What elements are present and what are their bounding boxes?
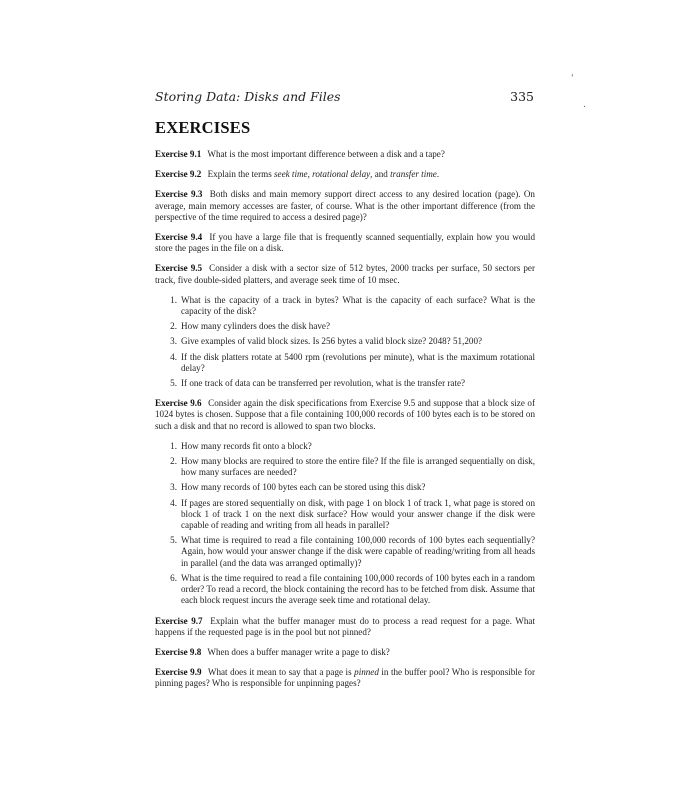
exercise-label: Exercise 9.9 [155,667,202,678]
item-number: 5. [170,378,177,389]
list-item [165,456,535,478]
exercise-9-6 [155,398,535,432]
exercise-text: If you have a large file that is frequently scanned sequentially, explain how you would store the pages in the file on a disk. [155,232,535,254]
list-item [165,321,535,332]
exercise-text: Explain the terms [207,169,275,180]
item-number: 1. [170,440,177,451]
list-item [165,336,535,347]
list-item [165,482,535,493]
list-item [165,295,535,317]
list-item [165,352,535,374]
exercise-9-1 [155,149,535,160]
list-item [165,441,535,452]
exercise-label: Exercise 9.6 [155,398,202,409]
exercise-text: . [436,169,440,180]
item-number: 3. [170,482,177,493]
item-number: 4. [170,497,177,508]
stray-mark: . [583,100,586,110]
exercise-label: Exercise 9.3 [155,189,203,200]
exercise-text: When does a buffer manager write a page to disk? [207,646,390,657]
exercise-9-7 [155,616,535,638]
term-rotational-delay: rotational delay [312,169,371,180]
item-text: If pages are stored sequentially on disk, with page 1 on block 1 of track 1, what page is stored on block 1 of track 1 on the next disk surface? How would your answer change if the disk were capable of reading and writing from all heads in parallel? [181,497,535,531]
exercise-9-5 [155,263,535,285]
item-number: 6. [170,572,177,583]
exercise-list [155,149,535,699]
exercise-label: Exercise 9.2 [155,169,202,180]
page-number: 335 [510,89,534,104]
item-text: If the disk platters rotate at 5400 rpm (revolutions per minute), what is the maximum rotational delay? [181,351,535,373]
exercise-9-4 [155,232,535,254]
exercise-label: Exercise 9.4 [155,232,203,243]
exercise-text: What is the most important difference between a disk and a tape? [207,149,445,159]
exercise-text: Consider again the disk specifications from Exercise 9.5 and suppose that a block size of 1024 bytes is chosen. Suppose that a file containing 100,000 records of 100 bytes each is to be stored on such a disk and that no record is allowed to span two blocks. [155,398,535,431]
list-item [165,535,535,569]
item-text: How many blocks are required to store the entire file? If the file is arranged sequentially on disk, how many surfaces are needed? [181,456,535,478]
exercise-text: Explain what the buffer manager must do to process a read request for a page. What happens if the requested page is in the pool but not pinned? [155,615,535,637]
list-item [165,498,535,532]
exercise-label: Exercise 9.7 [155,615,203,626]
exercise-9-8 [155,647,535,658]
exercise-9-6-parts [155,441,535,607]
exercise-9-2 [155,169,535,180]
item-text: How many records fit onto a block? [181,440,312,451]
exercise-text: in the buffer pool? Who is responsible for pinning pages? Who is responsible for unpinning pages? [155,667,535,689]
item-number: 4. [170,351,177,362]
term-pinned: pinned [354,667,379,678]
term-seek-time: seek time [274,169,308,180]
item-number: 3. [170,336,177,347]
list-item [165,378,535,389]
section-heading: EXERCISES [155,118,251,137]
exercise-text: , and [370,169,391,180]
exercise-9-9 [155,667,535,689]
item-text: What is the time required to read a file containing 100,000 records of 100 bytes each in a random order? To read a record, the block containing the record has to be fetched from disk. Assume that each block request incurs the average seek time and rotational delay. [181,572,535,606]
term-transfer-time: transfer time [390,169,437,180]
exercise-label: Exercise 9.8 [155,646,202,657]
item-number: 5. [170,535,177,546]
item-number: 2. [170,321,177,332]
list-item [165,573,535,607]
item-text: What is the capacity of a track in bytes? What is the capacity of each surface? What is the capacity of the disk? [181,294,535,317]
running-head-title: Storing Data: Disks and Files [155,89,341,104]
exercise-text: What does it mean to say that a page is [207,667,355,678]
exercise-label: Exercise 9.5 [155,263,203,274]
exercise-text: Both disks and main memory support direct access to any desired location (page). On average, main memory accesses are faster, of course. What is the other important difference (from the perspective of the time required to access a desired page)? [155,189,535,222]
exercise-9-5-parts [155,295,535,389]
item-number: 2. [170,456,177,467]
item-text: How many cylinders does the disk have? [181,321,330,332]
exercise-text: , [307,169,313,180]
item-text: How many records of 100 bytes each can be stored using this disk? [181,482,426,493]
item-text: If one track of data can be transferred per revolution, what is the transfer rate? [181,378,466,389]
item-number: 1. [170,294,177,305]
item-text: What time is required to read a file containing 100,000 records of 100 bytes each sequentially? Again, how would your answer change if the disk were capable of reading/writing from all heads in parallel (and the data was arranged optimally)? [181,535,535,568]
exercise-label: Exercise 9.1 [155,149,202,159]
stray-mark: ' [571,74,574,84]
item-text: Give examples of valid block sizes. Is 256 bytes a valid block size? 2048? 51,200? [181,336,483,347]
exercise-9-3 [155,189,535,223]
exercise-text: Consider a disk with a sector size of 512 bytes, 2000 tracks per surface, 50 sectors per track, five double-sided platters, and average seek time of 10 msec. [155,263,535,285]
